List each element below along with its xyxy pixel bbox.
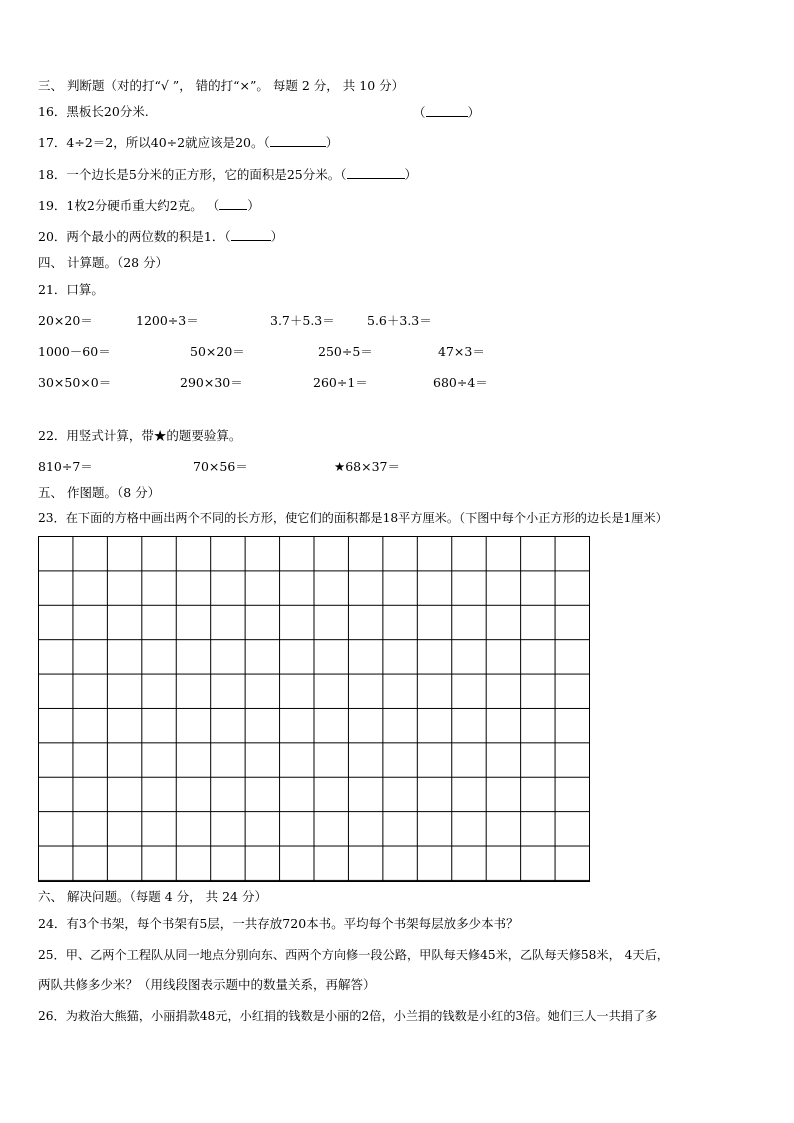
answer-blank[interactable] (347, 166, 405, 179)
question-23: 23．在下面的方格中画出两个不同的长方形，使它们的面积都是18平方厘米。（下图中每个小正方形的边长是1厘米） (38, 511, 668, 525)
paren-close: ） (404, 167, 418, 182)
answer-blank[interactable] (219, 197, 247, 210)
question-16-text: 16．黑板长20分米. (38, 104, 149, 119)
question-24: 24．有3个书架，每个书架有5层，一共存放720本书。平均每个书架每层放多少本书？ (38, 916, 519, 931)
question-22-title: 22．用竖式计算，带★的题要验算。 (38, 428, 242, 443)
paren-close: ） (270, 229, 284, 244)
answer-blank[interactable] (270, 134, 326, 147)
answer-blank[interactable] (231, 228, 271, 241)
oral-calc-item: 260÷1＝ (313, 375, 368, 390)
vertical-calc-item: ★68×37＝ (334, 459, 400, 474)
question-19 (38, 197, 260, 214)
question-20-text: 20．两个最小的两位数的积是1．（ (38, 229, 231, 244)
question-20 (38, 228, 283, 245)
question-19-text: 19．1枚2分硬币重大约2克。 （ (38, 198, 220, 213)
paren-close: ） (247, 198, 260, 213)
oral-calc-item: 1200÷3＝ (136, 313, 199, 328)
vertical-calc-item: 70×56＝ (193, 459, 248, 474)
answer-blank[interactable] (426, 104, 468, 117)
question-17 (38, 134, 338, 151)
section-3-heading: 三、 判断题（对的打“√ ”， 错的打“×”。 每题 2 分， 共 10 分） (38, 78, 405, 93)
oral-calc-item: 47×3＝ (438, 344, 485, 359)
question-18 (38, 166, 417, 183)
paren-close: ） (467, 105, 481, 120)
section-4-heading: 四、 计算题。（28 分） (38, 255, 169, 270)
drawing-grid[interactable] (38, 536, 590, 882)
oral-calc-item: 3.7＋5.3＝ (270, 313, 335, 328)
question-21-title: 21．口算。 (38, 282, 104, 297)
paren-close: ） (325, 135, 339, 150)
question-17-text: 17．4÷2＝2，所以40÷2就应该是20。（ (38, 135, 270, 150)
oral-calc-item: 20×20＝ (38, 313, 93, 328)
oral-calc-item: 290×30＝ (180, 375, 243, 390)
oral-calc-item: 680÷4＝ (433, 375, 488, 390)
question-26: 26．为救治大熊猫，小丽捐款48元，小红捐的钱数是小丽的2倍，小兰捐的钱数是小红的3倍。她们三人一共捐了多 (38, 1009, 658, 1023)
section-5-heading: 五、 作图题。（8 分） (38, 485, 161, 500)
paren-open: （ (413, 105, 426, 120)
question-25-line-2: 两队共修多少米？（用线段图表示题中的数量关系，再解答） (38, 977, 376, 992)
oral-calc-item: 250÷5＝ (318, 344, 373, 359)
oral-calc-item: 5.6＋3.3＝ (367, 313, 432, 328)
oral-calc-item: 30×50×0＝ (38, 375, 112, 390)
vertical-calc-item: 810÷7＝ (38, 459, 93, 474)
question-16 (38, 104, 149, 120)
question-25-line-1: 25．甲、乙两个工程队从同一地点分别向东、西两个方向修一段公路，甲队每天修45米，乙队每天修58米， 4天后， (38, 948, 669, 962)
oral-calc-item: 1000－60＝ (38, 344, 111, 359)
question-16-answer[interactable] (413, 104, 480, 121)
question-18-text: 18．一个边长是5分米的正方形，它的面积是25分米。（ (38, 167, 347, 182)
section-6-heading: 六、 解决问题。（每题 4 分， 共 24 分） (38, 889, 267, 904)
oral-calc-item: 50×20＝ (190, 344, 245, 359)
